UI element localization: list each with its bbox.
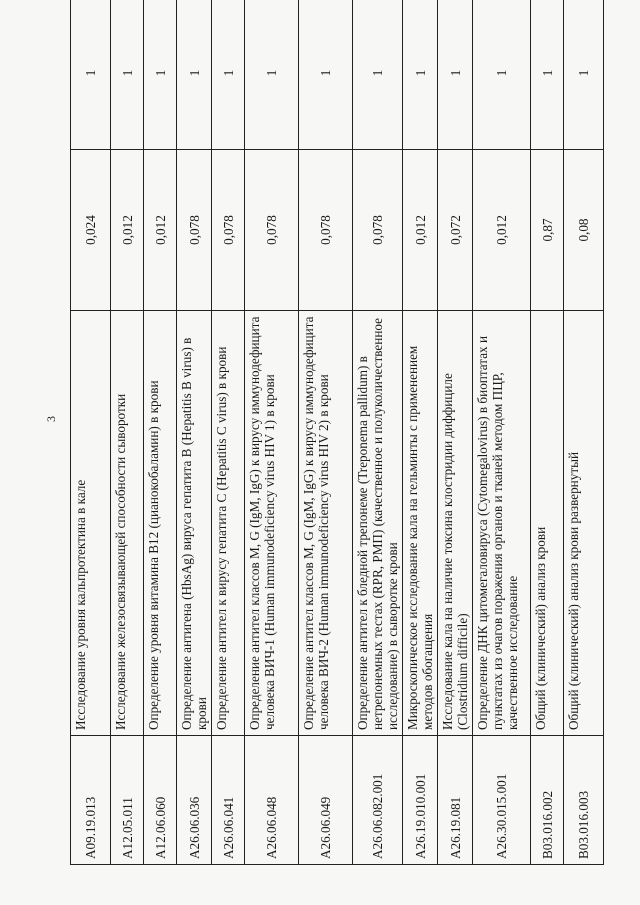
frequency-value: 0,012 (403, 150, 438, 311)
table-row (212, 0, 245, 865)
frequency-value: 0,078 (245, 150, 299, 311)
multiplicity-value: 1 (212, 0, 245, 150)
frequency-value: 0,078 (353, 150, 403, 311)
service-code: A26.19.081 (438, 736, 473, 865)
multiplicity-value: 1 (473, 0, 531, 150)
service-name: Определение антител классов M, G (IgM, IgG) к вирусу иммунодефицита человека ВИЧ-1 (Human immunodeficiency virus HIV 1) в крови (245, 311, 299, 736)
frequency-value: 0,024 (71, 150, 111, 311)
table-row (438, 0, 473, 865)
service-name: Определение антител к вирусу гепатита C (Hepatitis C virus) в крови (212, 311, 245, 736)
multiplicity-value: 1 (144, 0, 177, 150)
table-row (473, 0, 531, 865)
multiplicity-value: 1 (564, 0, 604, 150)
multiplicity-value: 1 (299, 0, 353, 150)
frequency-value: 0,012 (144, 150, 177, 311)
frequency-value: 0,08 (564, 150, 604, 311)
service-name: Исследование уровня кальпротектина в кале (71, 311, 111, 736)
service-code: B03.016.003 (564, 736, 604, 865)
multiplicity-value: 1 (71, 0, 111, 150)
table-row (403, 0, 438, 865)
service-name: Общий (клинический) анализ крови (531, 311, 564, 736)
service-code: B03.016.002 (531, 736, 564, 865)
frequency-value: 0,012 (473, 150, 531, 311)
service-code: A26.19.010.001 (403, 736, 438, 865)
table-row (111, 0, 144, 865)
service-name: Определение антител к бледной трепонеме (Treponema pallidum) в нетрепонемных тестах (RPR, РМП) (качественное и полуколичественное исследование) в сыворотке крови (353, 311, 403, 736)
table-row (245, 0, 299, 865)
table-row (71, 0, 111, 865)
service-name: Исследование железосвязывающей способности сыворотки (111, 311, 144, 736)
service-name: Исследование кала на наличие токсина клостридии диффициле (Clostridium difficile) (438, 311, 473, 736)
service-code: A26.06.048 (245, 736, 299, 865)
frequency-value: 0,078 (299, 150, 353, 311)
page-number: 3 (44, 416, 58, 422)
service-name: Определение антигена (HbsAg) вируса гепатита B (Hepatitis B virus) в крови (177, 311, 212, 736)
table-row (177, 0, 212, 865)
service-name: Определение ДНК цитомегаловируса (Cytomegalovirus) в биоптатах и пунктатах из очагов поражения органов и тканей методом ПЦР, качественное исследование (473, 311, 531, 736)
multiplicity-value: 1 (353, 0, 403, 150)
service-code: A09.19.013 (71, 736, 111, 865)
service-code: A26.06.082.001 (353, 736, 403, 865)
multiplicity-value: 1 (438, 0, 473, 150)
table-row (144, 0, 177, 865)
service-name: Общий (клинический) анализ крови развернутый (564, 311, 604, 736)
frequency-value: 0,072 (438, 150, 473, 311)
service-code: A26.06.041 (212, 736, 245, 865)
services-table-wrapper (70, 41, 602, 865)
service-code: A12.06.060 (144, 736, 177, 865)
frequency-value: 0,078 (212, 150, 245, 311)
service-name: Определение антител классов M, G (IgM, IgG) к вирусу иммунодефицита человека ВИЧ-2 (Human immunodeficiency virus HIV 2) в крови (299, 311, 353, 736)
multiplicity-value: 1 (111, 0, 144, 150)
frequency-value: 0,012 (111, 150, 144, 311)
service-code: A26.06.036 (177, 736, 212, 865)
table-row (531, 0, 564, 865)
service-name: Определение уровня витамина B12 (цианокобаламин) в крови (144, 311, 177, 736)
multiplicity-value: 1 (403, 0, 438, 150)
multiplicity-value: 1 (245, 0, 299, 150)
medical-services-table (70, 0, 604, 865)
service-code: A26.06.049 (299, 736, 353, 865)
service-code: A26.30.015.001 (473, 736, 531, 865)
multiplicity-value: 1 (177, 0, 212, 150)
frequency-value: 0,87 (531, 150, 564, 311)
multiplicity-value: 1 (531, 0, 564, 150)
service-name: Микроскопическое исследование кала на гельминты с применением методов обогащения (403, 311, 438, 736)
table-row (299, 0, 353, 865)
service-code: A12.05.011 (111, 736, 144, 865)
table-row (564, 0, 604, 865)
table-row (353, 0, 403, 865)
frequency-value: 0,078 (177, 150, 212, 311)
